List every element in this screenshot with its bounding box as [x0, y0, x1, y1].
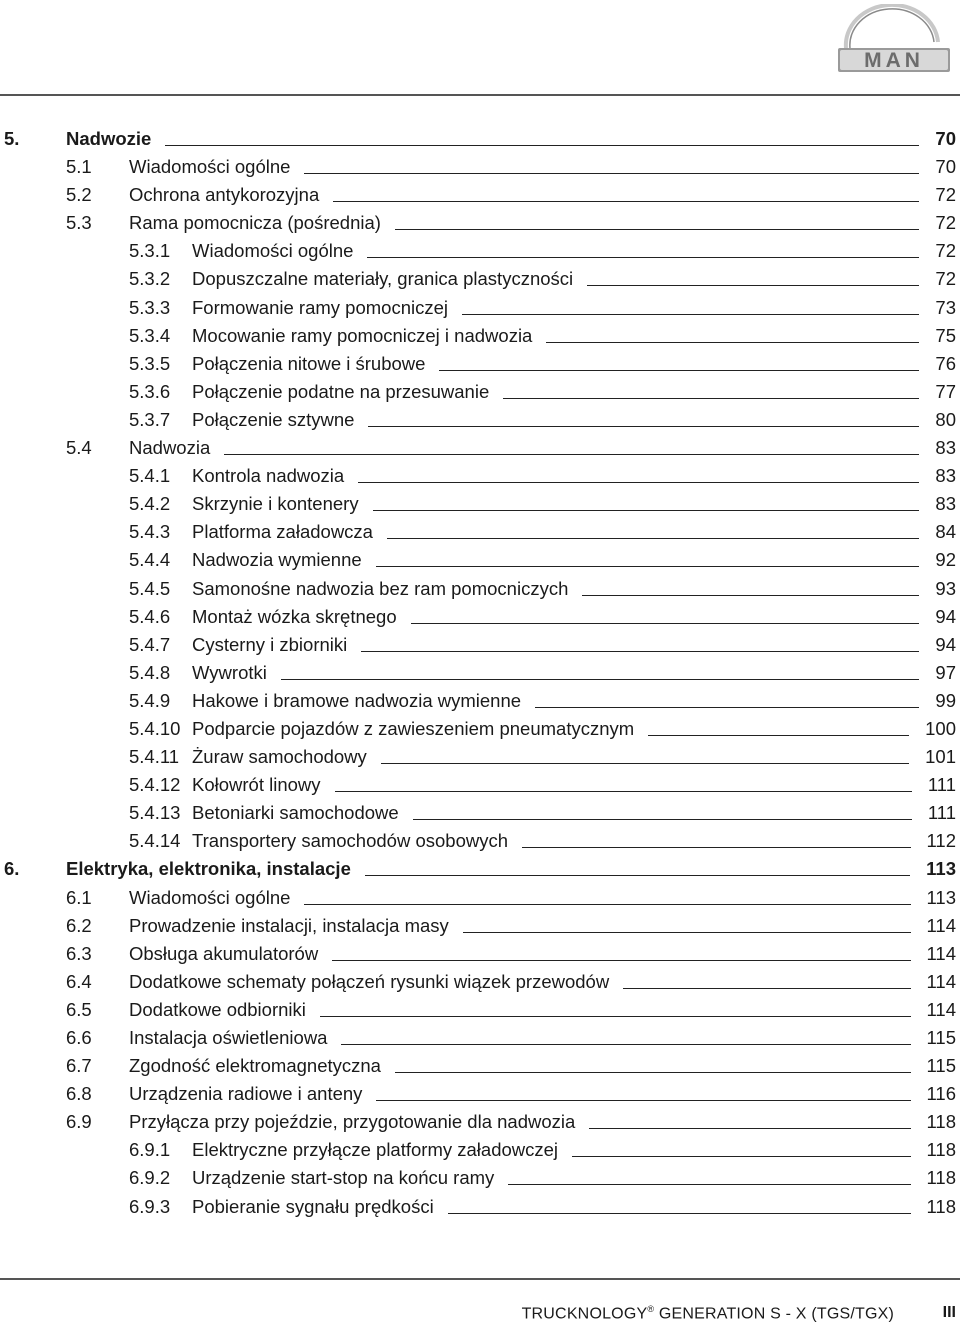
toc-leader-line: [376, 566, 920, 567]
toc-entry-page: 77: [935, 380, 956, 402]
toc-leader-line: [335, 791, 912, 792]
toc-entry-page: 118: [926, 1139, 956, 1161]
toc-entry[interactable]: [0, 406, 960, 434]
toc-entry[interactable]: [0, 799, 960, 827]
toc-entry-title: Transportery samochodów osobowych: [192, 830, 509, 852]
toc-entry-number: 5.3.2: [129, 268, 171, 290]
toc-leader-line: [411, 623, 920, 624]
toc-entry-title: Formowanie ramy pomocniczej: [192, 296, 449, 318]
toc-entry-number: 5.3.7: [129, 408, 171, 430]
toc-entry-title: Wiadomości ogólne: [192, 240, 354, 262]
toc-entry-title: Połączenie podatne na przesuwanie: [192, 380, 490, 402]
toc-leader-line: [304, 904, 910, 905]
toc-entry[interactable]: [0, 434, 960, 462]
toc-entry-number: 5.3.1: [129, 240, 171, 262]
toc-entry[interactable]: [0, 209, 960, 237]
toc-leader-line: [582, 595, 919, 596]
toc-entry[interactable]: [0, 996, 960, 1024]
toc-entry[interactable]: [0, 378, 960, 406]
toc-entry[interactable]: [0, 743, 960, 771]
toc-leader-line: [589, 1128, 910, 1129]
toc-entry[interactable]: [0, 1024, 960, 1052]
toc-entry[interactable]: [0, 1108, 960, 1136]
toc-entry-number: 5.4.2: [129, 493, 171, 515]
toc-entry[interactable]: [0, 771, 960, 799]
registered-mark: ®: [647, 1304, 655, 1314]
toc-entry-page: 99: [935, 689, 956, 711]
toc-entry-page: 72: [935, 240, 956, 262]
toc-entry-title: Urządzenia radiowe i anteny: [129, 1083, 363, 1105]
toc-entry-title: Wiadomości ogólne: [129, 156, 291, 178]
toc-entry-page: 114: [926, 998, 956, 1020]
table-of-contents: [0, 125, 960, 1221]
toc-entry-title: Dopuszczalne materiały, granica plastyczności: [192, 268, 574, 290]
toc-entry-title: Elektryka, elektronika, instalacje: [66, 858, 351, 880]
toc-entry-page: 83: [935, 437, 956, 459]
toc-entry-title: Cysterny i zbiorniki: [192, 633, 348, 655]
toc-entry-number: 5.4.3: [129, 521, 171, 543]
toc-entry[interactable]: [0, 1136, 960, 1164]
toc-entry-title: Dodatkowe odbiorniki: [129, 998, 306, 1020]
toc-leader-line: [387, 538, 919, 539]
toc-entry-number: 5.3.3: [129, 296, 171, 318]
toc-entry-page: 73: [935, 296, 956, 318]
toc-leader-line: [587, 285, 919, 286]
toc-entry[interactable]: [0, 462, 960, 490]
toc-entry-number: 5.4.9: [129, 689, 171, 711]
toc-leader-line: [439, 370, 919, 371]
toc-entry[interactable]: [0, 181, 960, 209]
toc-entry-page: 80: [935, 408, 956, 430]
toc-entry-number: 6.4: [66, 970, 92, 992]
toc-entry[interactable]: [0, 687, 960, 715]
toc-leader-line: [522, 847, 910, 848]
toc-leader-line: [333, 201, 919, 202]
toc-entry[interactable]: [0, 1052, 960, 1080]
toc-leader-line: [448, 1213, 911, 1214]
toc-entry-page: 118: [926, 1195, 956, 1217]
toc-entry-number: 6.9: [66, 1111, 92, 1133]
toc-entry[interactable]: [0, 1080, 960, 1108]
toc-leader-line: [365, 875, 910, 876]
toc-entry-title: Instalacja oświetleniowa: [129, 1027, 328, 1048]
toc-entry[interactable]: [0, 350, 960, 378]
toc-entry-title: Wywrotki: [192, 661, 267, 683]
toc-entry-page: 72: [935, 268, 956, 290]
toc-leader-line: [376, 1100, 910, 1101]
toc-entry-number: 5.3: [66, 212, 92, 234]
toc-entry[interactable]: [0, 490, 960, 518]
toc-entry-number: 5.3.5: [129, 352, 171, 374]
toc-entry-title: Pobieranie sygnału prędkości: [192, 1195, 434, 1217]
toc-entry-number: 6.8: [66, 1083, 92, 1105]
toc-entry-title: Ochrona antykorozyjna: [129, 184, 320, 206]
toc-entry-page: 116: [926, 1083, 956, 1105]
toc-entry-number: 5.1: [66, 156, 92, 178]
toc-entry-title: Kontrola nadwozia: [192, 465, 345, 487]
toc-entry-title: Montaż wózka skrętnego: [192, 605, 397, 627]
toc-entry-title: Obsługa akumulatorów: [129, 942, 319, 964]
toc-entry-page: 72: [935, 212, 956, 234]
toc-entry-number: 6.7: [66, 1055, 92, 1077]
toc-entry-title: Nadwozie: [66, 128, 152, 149]
toc-entry-number: 6.3: [66, 942, 92, 964]
toc-entry[interactable]: [0, 546, 960, 574]
toc-leader-line: [165, 145, 919, 146]
toc-entry-page: 114: [926, 942, 956, 964]
toc-entry-title: Mocowanie ramy pomocniczej i nadwozia: [192, 324, 533, 346]
toc-leader-line: [623, 988, 910, 989]
toc-entry-page: 76: [935, 352, 956, 374]
toc-entry-page: 70: [935, 128, 956, 149]
toc-entry-number: 5.4.11: [129, 746, 180, 768]
toc-entry[interactable]: [0, 631, 960, 659]
toc-leader-line: [361, 651, 919, 652]
toc-entry[interactable]: [0, 715, 960, 743]
toc-entry-title: Połączenia nitowe i śrubowe: [192, 352, 426, 374]
toc-entry-number: 6.9.3: [129, 1195, 171, 1217]
toc-entry-page: 101: [925, 746, 956, 768]
toc-entry-title: Przyłącza przy pojeździe, przygotowanie dla nadwozia: [129, 1111, 576, 1133]
footer-title: [522, 1304, 894, 1323]
toc-entry-page: 94: [935, 605, 956, 627]
toc-entry[interactable]: [0, 237, 960, 265]
toc-entry[interactable]: [0, 912, 960, 940]
toc-entry[interactable]: [0, 265, 960, 293]
man-logo-icon: [828, 4, 954, 76]
toc-entry-title: Elektryczne przyłącze platformy załadowczej: [192, 1139, 559, 1161]
toc-entry-number: 5.4.8: [129, 661, 171, 683]
toc-leader-line: [381, 763, 909, 764]
toc-entry-page: 118: [926, 1167, 956, 1189]
toc-entry-number: 6.2: [66, 914, 92, 936]
toc-leader-line: [358, 482, 919, 483]
toc-entry-page: 72: [935, 184, 956, 206]
toc-entry-page: 94: [935, 633, 956, 655]
toc-entry-title: Kołowrót linowy: [192, 774, 321, 796]
toc-leader-line: [281, 679, 920, 680]
toc-entry-page: 115: [926, 1055, 956, 1077]
toc-leader-line: [395, 1072, 911, 1073]
toc-entry[interactable]: [0, 125, 960, 153]
toc-entry-number: 5.4.1: [129, 465, 171, 487]
toc-leader-line: [367, 257, 919, 258]
toc-entry-page: 112: [926, 830, 956, 852]
toc-entry-page: 97: [935, 661, 956, 683]
toc-entry-title: Wiadomości ogólne: [129, 886, 291, 908]
toc-entry[interactable]: [0, 884, 960, 912]
toc-entry-title: Platforma załadowcza: [192, 521, 373, 543]
toc-entry-number: 5.4.4: [129, 549, 171, 571]
toc-entry-page: 111: [927, 774, 956, 796]
toc-entry[interactable]: [0, 1164, 960, 1192]
toc-entry[interactable]: [0, 1193, 960, 1221]
toc-entry-page: 92: [935, 549, 956, 571]
toc-entry[interactable]: [0, 827, 960, 855]
toc-entry-page: 93: [935, 577, 956, 599]
toc-leader-line: [373, 510, 920, 511]
toc-leader-line: [463, 932, 911, 933]
toc-entry-number: 5.3.4: [129, 324, 171, 346]
toc-entry-title: Skrzynie i kontenery: [192, 493, 359, 515]
toc-entry-title: Żuraw samochodowy: [192, 746, 367, 768]
toc-entry-number: 5.4.6: [129, 605, 171, 627]
toc-entry-page: 70: [935, 156, 956, 178]
toc-entry-title: Urządzenie start-stop na końcu ramy: [192, 1167, 495, 1189]
footer-subtitle: GENERATION S - X (TGS/TGX): [658, 1305, 894, 1323]
toc-entry[interactable]: [0, 294, 960, 322]
toc-leader-line: [368, 426, 919, 427]
toc-entry-page: 100: [925, 717, 956, 739]
toc-entry-number: 6.: [4, 858, 20, 880]
toc-entry[interactable]: [0, 153, 960, 181]
toc-entry-title: Dodatkowe schematy połączeń rysunki wiązek przewodów: [129, 970, 610, 992]
toc-entry-title: Podparcie pojazdów z zawieszeniem pneumatycznym: [192, 717, 635, 739]
toc-leader-line: [224, 454, 919, 455]
footer-divider: [0, 1278, 960, 1280]
toc-entry-number: 5.4: [66, 437, 92, 459]
toc-entry-number: 5.3.6: [129, 380, 171, 402]
page-number: III: [942, 1304, 956, 1321]
toc-leader-line: [304, 173, 919, 174]
toc-entry-number: 5.4.13: [129, 802, 181, 824]
toc-entry-number: 6.9.1: [129, 1139, 171, 1161]
toc-leader-line: [332, 960, 910, 961]
toc-entry[interactable]: [0, 518, 960, 546]
toc-leader-line: [395, 229, 920, 230]
toc-entry-number: 5.4.10: [129, 717, 181, 739]
toc-entry[interactable]: [0, 322, 960, 350]
toc-entry-number: 6.1: [66, 886, 92, 908]
toc-entry-title: Połączenie sztywne: [192, 408, 355, 430]
toc-entry-title: Nadwozia: [129, 437, 211, 459]
toc-entry-title: Rama pomocnicza (pośrednia): [129, 212, 381, 234]
toc-entry-page: 84: [935, 521, 956, 543]
toc-entry[interactable]: [0, 603, 960, 631]
toc-entry-title: Zgodność elektromagnetyczna: [129, 1055, 381, 1077]
toc-entry-number: 5.: [4, 128, 20, 149]
toc-leader-line: [535, 707, 919, 708]
toc-entry[interactable]: [0, 575, 960, 603]
toc-entry-page: 113: [926, 886, 956, 908]
toc-entry-page: 118: [926, 1111, 956, 1133]
toc-entry[interactable]: [0, 855, 960, 883]
toc-entry-page: 113: [926, 858, 956, 880]
toc-entry-page: 115: [926, 1027, 956, 1048]
toc-leader-line: [413, 819, 912, 820]
toc-entry[interactable]: [0, 659, 960, 687]
toc-entry-title: Hakowe i bramowe nadwozia wymienne: [192, 689, 522, 711]
toc-entry[interactable]: [0, 968, 960, 996]
toc-entry-title: Nadwozia wymienne: [192, 549, 362, 571]
toc-entry-number: 5.4.5: [129, 577, 171, 599]
toc-entry-number: 5.4.14: [129, 830, 181, 852]
toc-entry-page: 83: [935, 493, 956, 515]
toc-entry-page: 75: [935, 324, 956, 346]
toc-entry-number: 6.9.2: [129, 1167, 171, 1189]
toc-leader-line: [648, 735, 909, 736]
toc-entry-title: Prowadzenie instalacji, instalacja masy: [129, 914, 449, 936]
toc-entry-page: 111: [927, 802, 956, 824]
toc-entry-page: 83: [935, 465, 956, 487]
header-divider: [0, 94, 960, 96]
toc-entry-number: 5.4.12: [129, 774, 181, 796]
toc-leader-line: [503, 398, 919, 399]
toc-leader-line: [341, 1044, 910, 1045]
logo-text: MAN: [864, 49, 924, 72]
toc-entry-number: 5.4.7: [129, 633, 171, 655]
toc-leader-line: [462, 314, 919, 315]
toc-leader-line: [320, 1016, 911, 1017]
toc-entry-page: 114: [926, 914, 956, 936]
toc-entry[interactable]: [0, 940, 960, 968]
toc-entry-number: 6.5: [66, 998, 92, 1020]
toc-leader-line: [546, 342, 919, 343]
toc-entry-page: 114: [926, 970, 956, 992]
footer-brand: TRUCKNOLOGY: [521, 1305, 648, 1323]
toc-entry-title: Samonośne nadwozia bez ram pomocniczych: [192, 577, 569, 599]
toc-leader-line: [508, 1184, 910, 1185]
toc-entry-number: 6.6: [66, 1027, 92, 1048]
toc-entry-title: Betoniarki samochodowe: [192, 802, 399, 824]
toc-entry-number: 5.2: [66, 184, 92, 206]
toc-leader-line: [572, 1156, 910, 1157]
